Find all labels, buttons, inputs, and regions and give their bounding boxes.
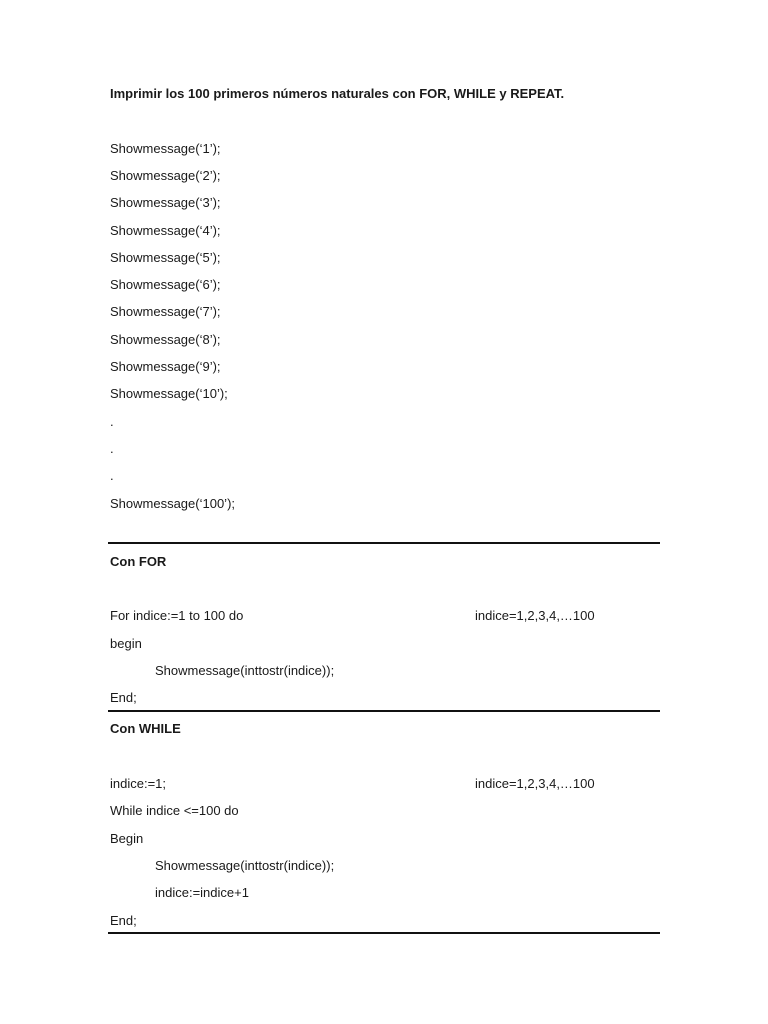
manual-line-8: Showmessage(‘8’); [110, 332, 221, 347]
for-code-line-1: For indice:=1 to 100 do [110, 608, 244, 623]
ellipsis-dot-2: . [110, 441, 114, 456]
while-section-note: indice=1,2,3,4,…100 [475, 776, 595, 791]
while-code-line-4: Showmessage(inttostr(indice)); [155, 858, 335, 873]
manual-line-5: Showmessage(‘5’); [110, 250, 221, 265]
manual-line-3: Showmessage(‘3’); [110, 195, 221, 210]
manual-line-2: Showmessage(‘2’); [110, 168, 221, 183]
for-section-note: indice=1,2,3,4,…100 [475, 608, 595, 623]
ellipsis-dot-1: . [110, 414, 114, 429]
section-divider [108, 710, 660, 712]
for-code-line-4: End; [110, 690, 137, 705]
manual-line-6: Showmessage(‘6’); [110, 277, 221, 292]
ellipsis-dot-3: . [110, 468, 114, 483]
manual-line-100: Showmessage(‘100’); [110, 496, 236, 511]
while-code-line-6: End; [110, 913, 137, 928]
manual-line-7: Showmessage(‘7’); [110, 304, 221, 319]
section-divider [108, 542, 660, 544]
manual-line-4: Showmessage(‘4’); [110, 223, 221, 238]
while-code-line-3: Begin [110, 831, 144, 846]
manual-line-9: Showmessage(‘9’); [110, 359, 221, 374]
for-code-line-2: begin [110, 636, 142, 651]
while-section-heading: Con WHILE [110, 721, 181, 736]
for-code-line-3: Showmessage(inttostr(indice)); [155, 663, 335, 678]
section-divider [108, 932, 660, 934]
while-code-line-1: indice:=1; [110, 776, 167, 791]
manual-line-10: Showmessage(‘10’); [110, 386, 228, 401]
while-code-line-2: While indice <=100 do [110, 803, 239, 818]
while-code-line-5: indice:=indice+1 [155, 885, 249, 900]
for-section-heading: Con FOR [110, 554, 167, 569]
manual-line-1: Showmessage(‘1’); [110, 141, 221, 156]
document-title: Imprimir los 100 primeros números naturales con FOR, WHILE y REPEAT. [110, 86, 565, 101]
